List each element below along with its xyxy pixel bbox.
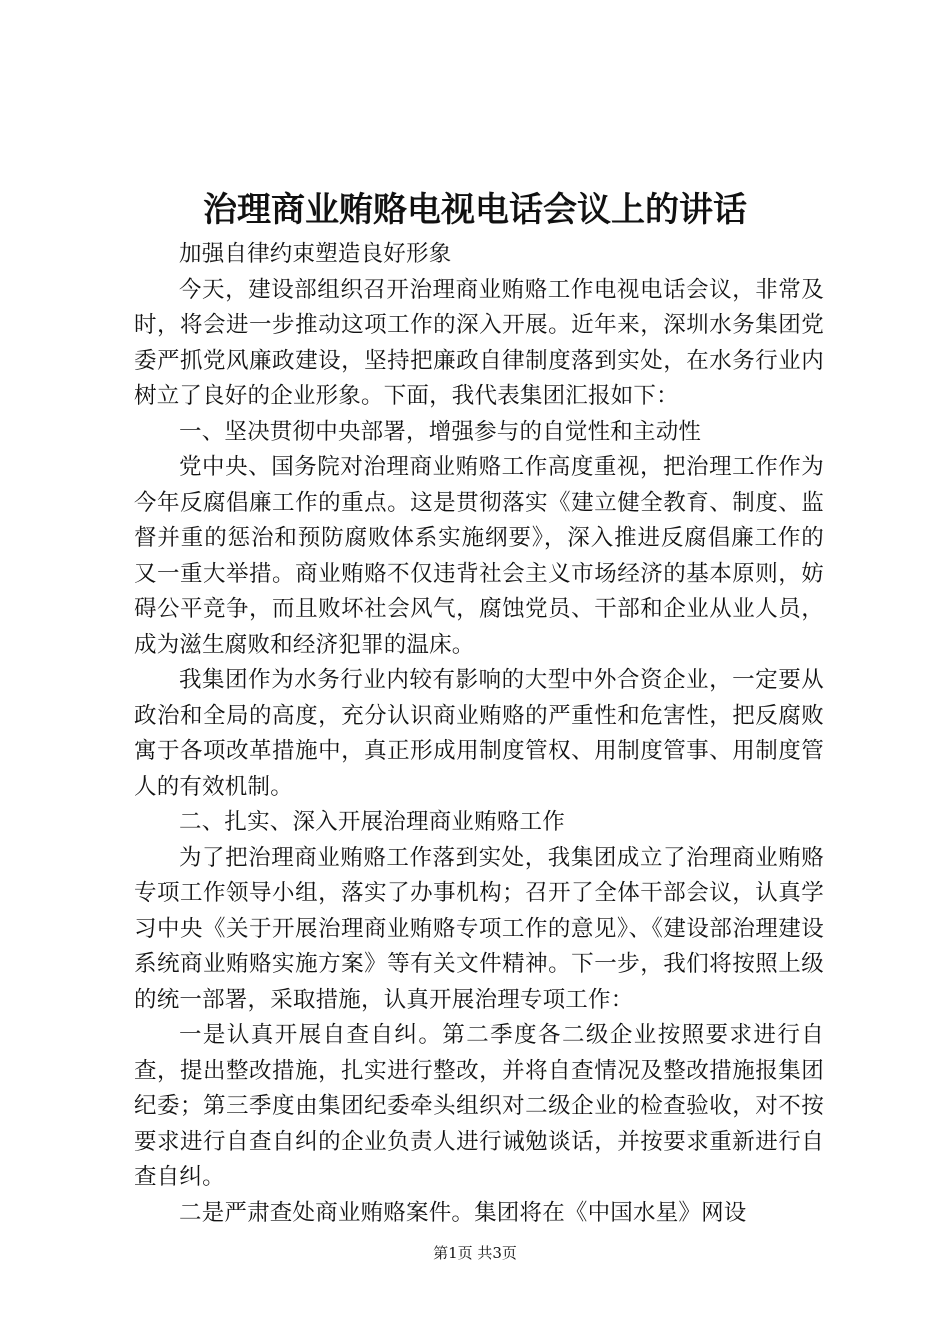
document-title: 治理商业贿赂电视电话会议上的讲话 — [203, 190, 747, 230]
page-number-footer: 第1页 共3页 — [433, 1244, 517, 1262]
body-paragraph: 我集团作为水务行业内较有影响的大型中外合资企业，一定要从政治和全局的高度，充分认识商业贿赂的严重性和危害性，把反腐败寓于各项改革措施中，真正形成用制度管权、用制度管事、用制度管人的有效机制。 — [134, 667, 824, 800]
body-paragraph: 二是严肃查处商业贿赂案件。集团将在《中国水星》网设 — [179, 1199, 747, 1226]
document-body — [134, 237, 824, 1231]
body-paragraph: 今天，建设部组织召开治理商业贿赂工作电视电话会议，非常及时，将会进一步推动这项工作的深入开展。近年来，深圳水务集团党委严抓党风廉政建设，坚持把廉政自律制度落到实处，在水务行业内树立了良好的企业形象。下面，我代表集团汇报如下： — [134, 276, 824, 409]
body-paragraph: 党中央、国务院对治理商业贿赂工作高度重视，把治理工作作为今年反腐倡廉工作的重点。这是贯彻落实《建立健全教育、制度、监督并重的惩治和预防腐败体系实施纲要》，深入推进反腐倡廉工作的又一重大举措。商业贿赂不仅违背社会主义市场经济的基本原则，妨碍公平竞争，而且败坏社会风气，腐蚀党员、干部和企业从业人员，成为滋生腐败和经济犯罪的温床。 — [134, 454, 824, 658]
body-paragraph: 一是认真开展自查自纠。第二季度各二级企业按照要求进行自查，提出整改措施，扎实进行整改，并将自查情况及整改措施报集团纪委；第三季度由集团纪委牵头组织对二级企业的检查验收，对不按要求进行自查自纠的企业负责人进行诫勉谈话，并按要求重新进行自查自纠。 — [134, 1022, 824, 1190]
section-heading: 一、坚决贯彻中央部署，增强参与的自觉性和主动性 — [179, 418, 702, 445]
section-heading: 二、扎实、深入开展治理商业贿赂工作 — [179, 809, 565, 835]
subtitle-paragraph: 加强自律约束塑造良好形象 — [179, 241, 452, 267]
body-paragraph: 为了把治理商业贿赂工作落到实处，我集团成立了治理商业贿赂专项工作领导小组，落实了办事机构；召开了全体干部会议，认真学习中央《关于开展治理商业贿赂专项工作的意见》、《建设部治理建设系统商业贿赂实施方案》等有关文件精神。下一步，我们将按照上级的统一部署，采取措施，认真开展治理专项工作： — [134, 844, 824, 1013]
